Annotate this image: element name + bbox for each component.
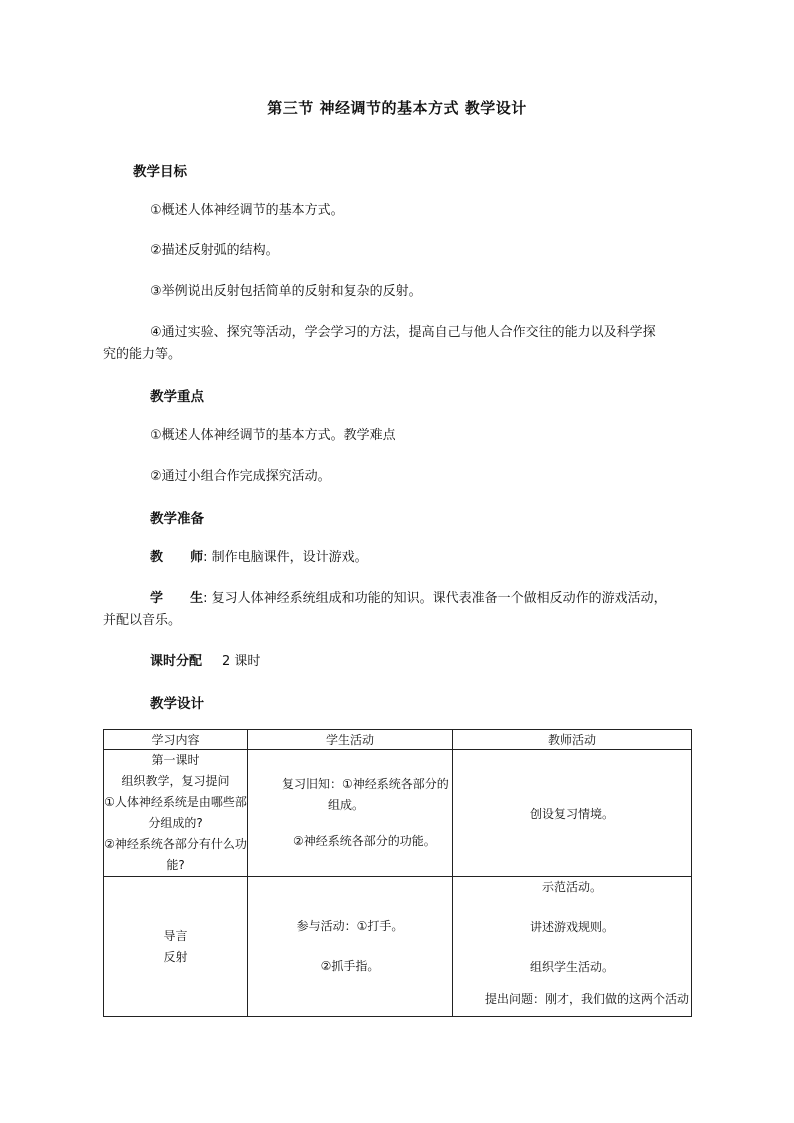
column-header-teacher: 教师活动: [453, 730, 692, 750]
row1-content-line: 分组成的?: [148, 816, 203, 830]
objective-item-4: ④通过实验、探究等活动，学会学习的方法，提高自己与他人合作交往的能力以及科学探: [150, 325, 656, 340]
column-header-content: 学习内容: [104, 730, 248, 750]
objective-item-3: ③举例说出反射包括简单的反射和复杂的反射。: [150, 284, 422, 299]
row2-teacher-line: 组织学生活动。: [529, 960, 614, 974]
table-row: [104, 750, 692, 877]
teacher-label: 教 师: [150, 550, 204, 565]
row1-student-line: ②神经系统各部分的功能。: [293, 834, 436, 848]
row2-content: [104, 877, 248, 1017]
table-header-row: [104, 730, 692, 750]
preparation-teacher: [150, 547, 368, 569]
preparation-student-cont: 并配以音乐。: [103, 613, 182, 628]
row2-student: [248, 877, 453, 1017]
row1-student-line: 组成。: [328, 798, 365, 812]
objective-item-2: ②描述反射弧的结构。: [150, 243, 279, 258]
objectives-heading: 教学目标: [133, 164, 187, 180]
student-text: : 复习人体神经系统组成和功能的知识。课代表准备一个做相反动作的游戏活动，: [203, 591, 667, 606]
row1-teacher: [453, 750, 692, 877]
schedule-heading: 课时分配: [150, 654, 203, 669]
objective-item-4-cont: 究的能力等。: [103, 347, 182, 362]
row1-content-line: 组织教学，复习提问: [121, 774, 230, 788]
preparation-student: [150, 588, 667, 610]
objective-item-1: ①概述人体神经调节的基本方式。: [150, 203, 344, 218]
student-label: 学 生: [150, 591, 204, 606]
row2-teacher-line: 示范活动。: [541, 880, 602, 894]
teacher-text: : 制作电脑课件，设计游戏。: [203, 550, 368, 565]
key-point-1: ①概述人体神经调节的基本方式。教学难点: [150, 428, 396, 443]
row1-content-line: ①人体神经系统是由哪些部: [104, 795, 247, 809]
row1-content-line: 能?: [166, 858, 185, 872]
key-points-heading: 教学重点: [150, 389, 204, 405]
table-row: [104, 877, 692, 1017]
row1-content-line: 第一课时: [151, 753, 200, 767]
schedule-value: 2 课时: [222, 654, 261, 669]
row1-teacher-line: 创设复习情境。: [529, 806, 614, 821]
row2-content-line: 反射: [163, 949, 188, 964]
row2-teacher-line: 讲述游戏规则。: [529, 920, 614, 934]
row2-teacher: [453, 877, 692, 1017]
row2-teacher-line: 提出问题：刚才，我们做的这两个活动: [484, 992, 689, 1006]
row2-student-line: 参与活动：①打手。: [296, 919, 404, 933]
document-title: 第三节 神经调节的基本方式 教学设计: [267, 99, 527, 117]
preparation-heading: 教学准备: [150, 511, 204, 527]
row1-student-line: 复习旧知：①神经系统各部分的: [282, 777, 449, 791]
design-table: [103, 729, 692, 1017]
design-heading: 教学设计: [150, 696, 204, 712]
row1-content: [104, 750, 248, 877]
row1-content-line: ②神经系统各部分有什么功: [104, 837, 247, 851]
column-header-student: 学生活动: [248, 730, 453, 750]
row1-student: [248, 750, 453, 877]
row2-content-line: 导言: [163, 928, 188, 943]
schedule-line: [150, 651, 260, 673]
row2-student-line: ②抓手指。: [320, 959, 380, 973]
key-point-2: ②通过小组合作完成探究活动。: [150, 469, 331, 484]
